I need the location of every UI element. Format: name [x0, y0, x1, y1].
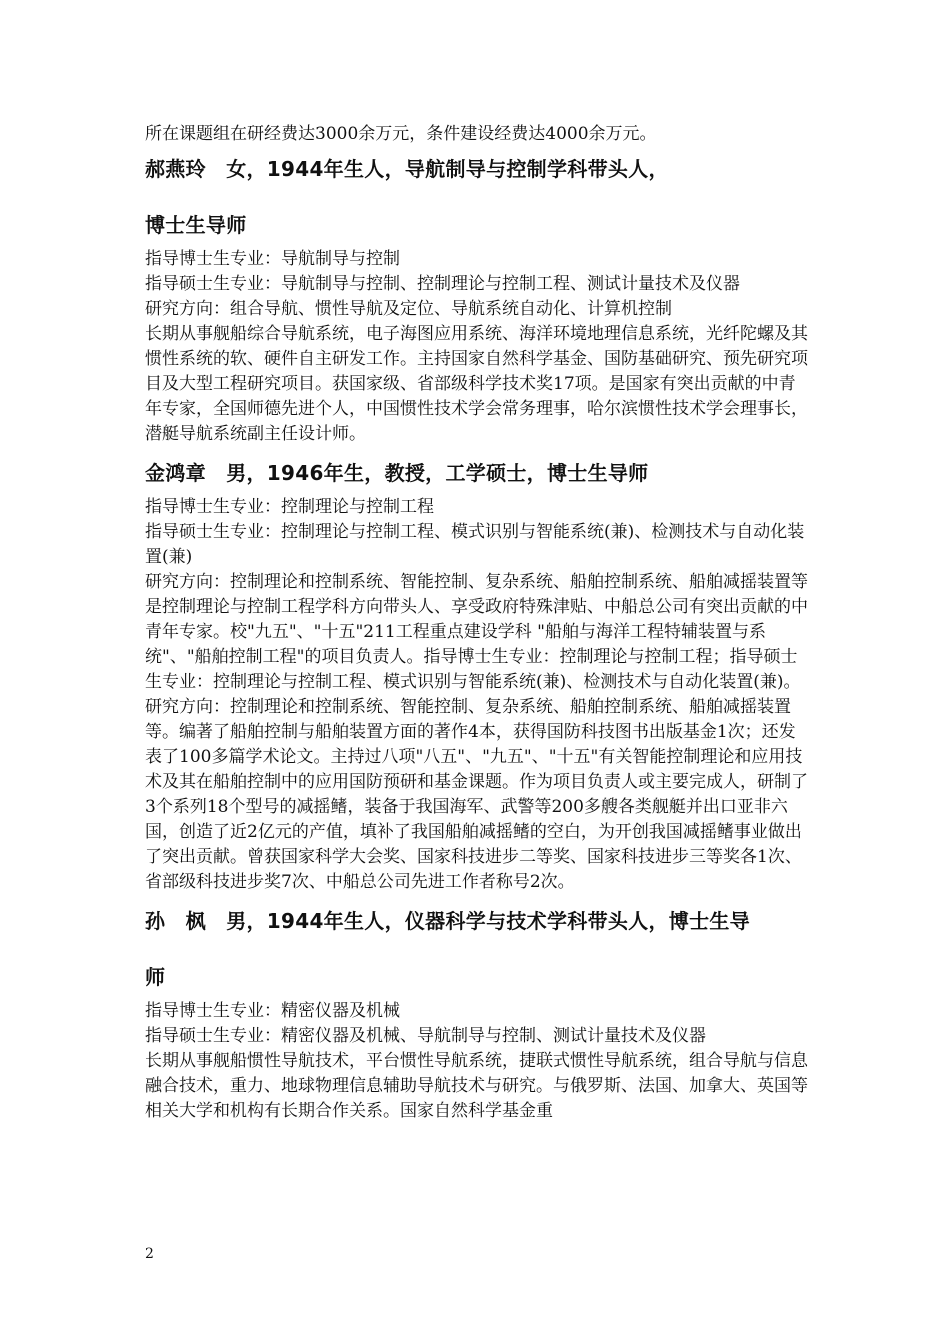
- person-2-research: 研究方向：控制理论和控制系统、智能控制、复杂系统、船舶控制系统、船舶减摇装置等: [145, 572, 808, 592]
- person-1-bio: 长期从事舰船综合导航系统，电子海图应用系统、海洋环境地理信息系统，光纤陀螺及其惯性系统的软、硬件自主研发工作。主持国家自然科学基金、国防基础研究、预先研究项目及大型工程研究项目。获国家级、省部级科学技术奖17项。是国家有突出贡献的中青年专家，全国师德先进个人，中国惯性技术学会常务理事，哈尔滨惯性技术学会理事长，潜艇导航系统副主任设计师。: [145, 324, 808, 444]
- document-page: [145, 122, 809, 1124]
- intro-paragraph: 所在课题组在研经费达3000余万元，条件建设经费达4000余万元。: [145, 124, 657, 144]
- person-3-bio: 长期从事舰船惯性导航技术，平台惯性导航系统，捷联式惯性导航系统，组合导航与信息融合技术，重力、地球物理信息辅助导航技术与研究。与俄罗斯、法国、加拿大、英国等相关大学和机构有长期合作关系。国家自然科学基金重: [145, 1051, 808, 1121]
- person-3-master-major: 指导硕士生专业：精密仪器及机械、导航制导与控制、测试计量技术及仪器: [145, 1026, 706, 1046]
- person-1-master-major: 指导硕士生专业：导航制导与控制、控制理论与控制工程、测试计量技术及仪器: [145, 274, 740, 294]
- person-2-phd-major: 指导博士生专业：控制理论与控制工程: [145, 497, 434, 517]
- person-1-research: 研究方向：组合导航、惯性导航及定位、导航系统自动化、计算机控制: [145, 299, 672, 319]
- person-3-heading-line-1: 孙 枫 男，1944年生人，仪器科学与技术学科带头人，博士生导: [145, 909, 750, 933]
- person-3-phd-major: 指导博士生专业：精密仪器及机械: [145, 1001, 400, 1021]
- person-1-phd-major: 指导博士生专业：导航制导与控制: [145, 249, 400, 269]
- person-2-bio: 是控制理论与控制工程学科方向带头人、享受政府特殊津贴、中船总公司有突出贡献的中青年专家。校"九五"、"十五"211工程重点建设学科 "船舶与海洋工程特辅装置与系统"、"船舶控制工程"的项目负责人。指导博士生专业：控制理论与控制工程；指导硕士生专业：控制理论与控制工程、模式识别与智能系统(兼)、检测技术与自动化装置(兼)。研究方向：控制理论和控制系统、智能控制、复杂系统、船舶控制系统、船舶减摇装置等。编著了船舶控制与船舶装置方面的著作4本，获得国防科技图书出版基金1次；还发表了100多篇学术论文。主持过八项"八五"、"九五"、"十五"有关智能控制理论和应用技术及其在船舶控制中的应用国防预研和基金课题。作为项目负责人或主要完成人，研制了3个系列18个型号的减摇鳍，装备于我国海军、武警等200多艘各类舰艇并出口亚非六国，创造了近2亿元的产值，填补了我国船舶减摇鳍的空白，为开创我国减摇鳍事业做出了突出贡献。曾获国家科学大会奖、国家科技进步二等奖、国家科技进步三等奖各1次、省部级科技进步奖7次、中船总公司先进工作者称号2次。: [145, 597, 808, 892]
- person-2-master-major: 指导硕士生专业：控制理论与控制工程、模式识别与智能系统(兼)、检测技术与自动化装置(兼): [145, 522, 805, 567]
- person-1-heading-line-1: 郝燕玲 女，1944年生人，导航制导与控制学科带头人，: [145, 157, 669, 181]
- person-2-heading: 金鸿章 男，1946年生，教授，工学硕士，博士生导师: [145, 461, 649, 485]
- page-number: 2: [145, 1246, 154, 1262]
- person-1-heading-line-2: 博士生导师: [145, 213, 247, 237]
- person-3-heading-line-2: 师: [145, 965, 166, 989]
